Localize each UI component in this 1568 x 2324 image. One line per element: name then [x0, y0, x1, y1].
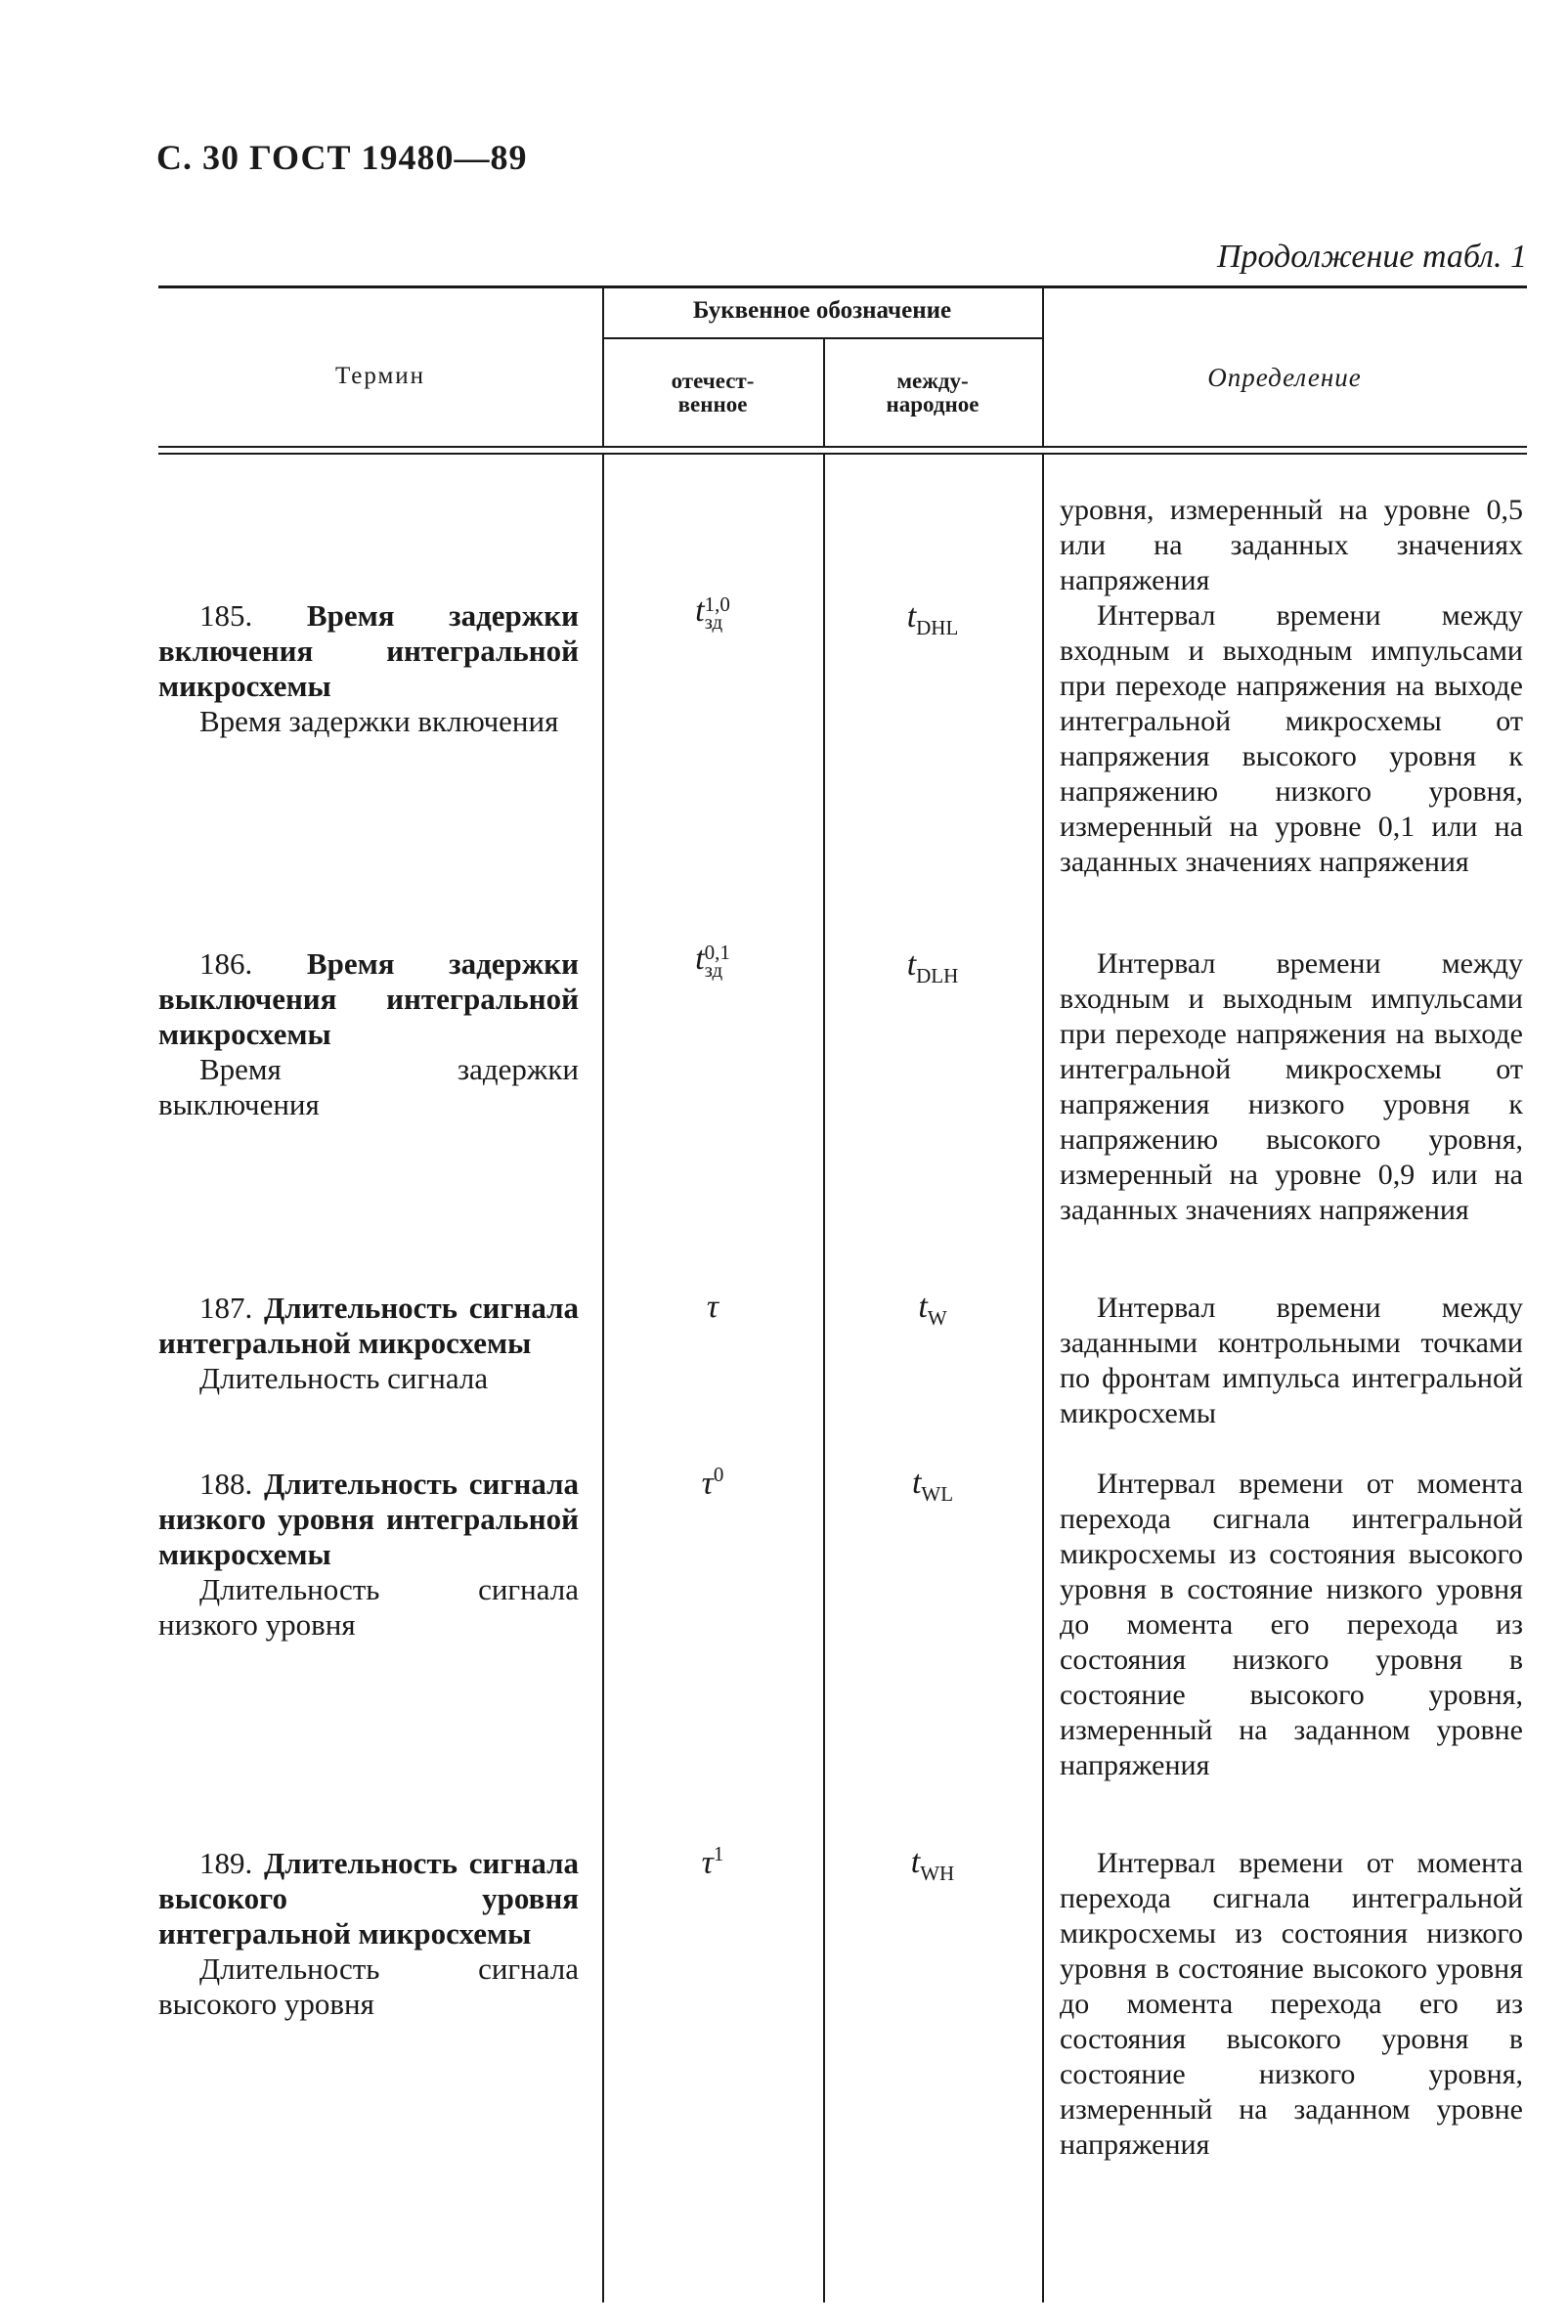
symbol-domestic-186: t0,1 зд	[695, 941, 730, 983]
symbol-international-187: $t_W$	[918, 1289, 947, 1330]
symbol-international-189: $t_{WH}$	[910, 1844, 955, 1885]
column-divider-3-body	[1042, 455, 1044, 2302]
definition-188: Интервал времени от момента перехода сигнала интегральной микросхемы из состояния высокого уровня в состояние низкого уровня до момента его перехода из состояния низкого уровня в состояние высокого уровня, измеренный на заданном уровне напряжения	[1060, 1468, 1523, 1781]
column-divider-2-body	[823, 455, 825, 2302]
table-continuation-label: Продолжение табл. 1	[1216, 239, 1527, 275]
symbol-international-186: $t_{DLH}$	[906, 946, 959, 987]
symbol-header-divider	[602, 337, 1042, 339]
term-number: 189.	[199, 1846, 253, 1880]
symbol-international-188: $t_{WL}$	[911, 1465, 954, 1506]
term-185	[158, 598, 579, 739]
definition-186: Интервал времени между входным и выходным импульсами при переходе напряжения на выходе интегральной микросхемы от напряжения низкого уровня к напряжению высокого уровня, измеренный на уровне 0,9 или на заданных значениях напряжения	[1060, 947, 1523, 1226]
definition-187: Интервал времени между заданными контрольными точками по фронтам импульса интегральной микросхемы	[1060, 1292, 1523, 1429]
header-definition: Определение	[1207, 363, 1362, 392]
header-bottom-rule-2	[158, 453, 1527, 455]
header-letter-designation: Буквенное обозначение	[692, 297, 952, 324]
symbol-domestic-185: t1,0 зд	[695, 592, 730, 635]
table-top-rule	[158, 285, 1527, 288]
term-title: Длительность сигнала высокого уровня интегральной микросхемы	[158, 1846, 579, 1951]
term-number: 186.	[199, 946, 253, 981]
symbol-domestic-188: $\tau^0$	[701, 1463, 724, 1502]
term-title: Длительность сигнала низкого уровня интегральной микросхемы	[158, 1467, 579, 1571]
term-189	[158, 1846, 579, 2022]
term-number: 185.	[199, 598, 253, 633]
definition-185: Интервал времени между входным и выходным импульсами при переходе напряжения на выходе интегральной микросхемы от напряжения высокого уровня к напряжению низкого уровня, измеренный на уровне 0,1 или на заданных значениях напряжения	[1060, 599, 1523, 878]
term-title: Время задержки включения интегральной микросхемы	[158, 598, 579, 703]
term-186	[158, 946, 579, 1122]
term-number: 187.	[199, 1291, 253, 1325]
term-187	[158, 1291, 579, 1396]
term-short: Время задержки выключения	[158, 1052, 579, 1121]
definition-189: Интервал времени от момента перехода сигнала интегральной микросхемы из состояния низкого уровня в состояние высокого уровня до момента перехода его из состояния высокого уровня в состояние низкого уровня, измеренный на заданном уровне напряжения	[1060, 1847, 1523, 2161]
term-188	[158, 1467, 579, 1643]
header-international: между- народное	[886, 369, 980, 417]
term-short: Время задержки включения	[199, 704, 559, 738]
term-title: Длительность сигнала интегральной микросхемы	[158, 1291, 579, 1360]
symbol-domestic-189: $\tau^1$	[701, 1842, 724, 1881]
header-term: Термин	[334, 363, 426, 389]
header-domestic: отечест- венное	[671, 369, 755, 417]
term-short: Длительность сигнала низкого уровня	[158, 1572, 579, 1642]
term-number: 188.	[199, 1467, 253, 1501]
symbol-international-185: $t_{DHL}$	[906, 598, 959, 639]
header-bottom-rule	[158, 446, 1527, 448]
term-title: Время задержки выключения интегральной микросхемы	[158, 946, 579, 1051]
carryover-definition: уровня, измеренный на уровне 0,5 или на заданных значениях напряжения	[1060, 494, 1523, 596]
term-short: Длительность сигнала высокого уровня	[158, 1951, 579, 2021]
page-header: С. 30 ГОСТ 19480—89	[156, 138, 528, 177]
term-short: Длительность сигнала	[199, 1361, 489, 1395]
column-divider-1-body	[602, 455, 604, 2302]
symbol-domestic-187: τ	[706, 1289, 719, 1325]
